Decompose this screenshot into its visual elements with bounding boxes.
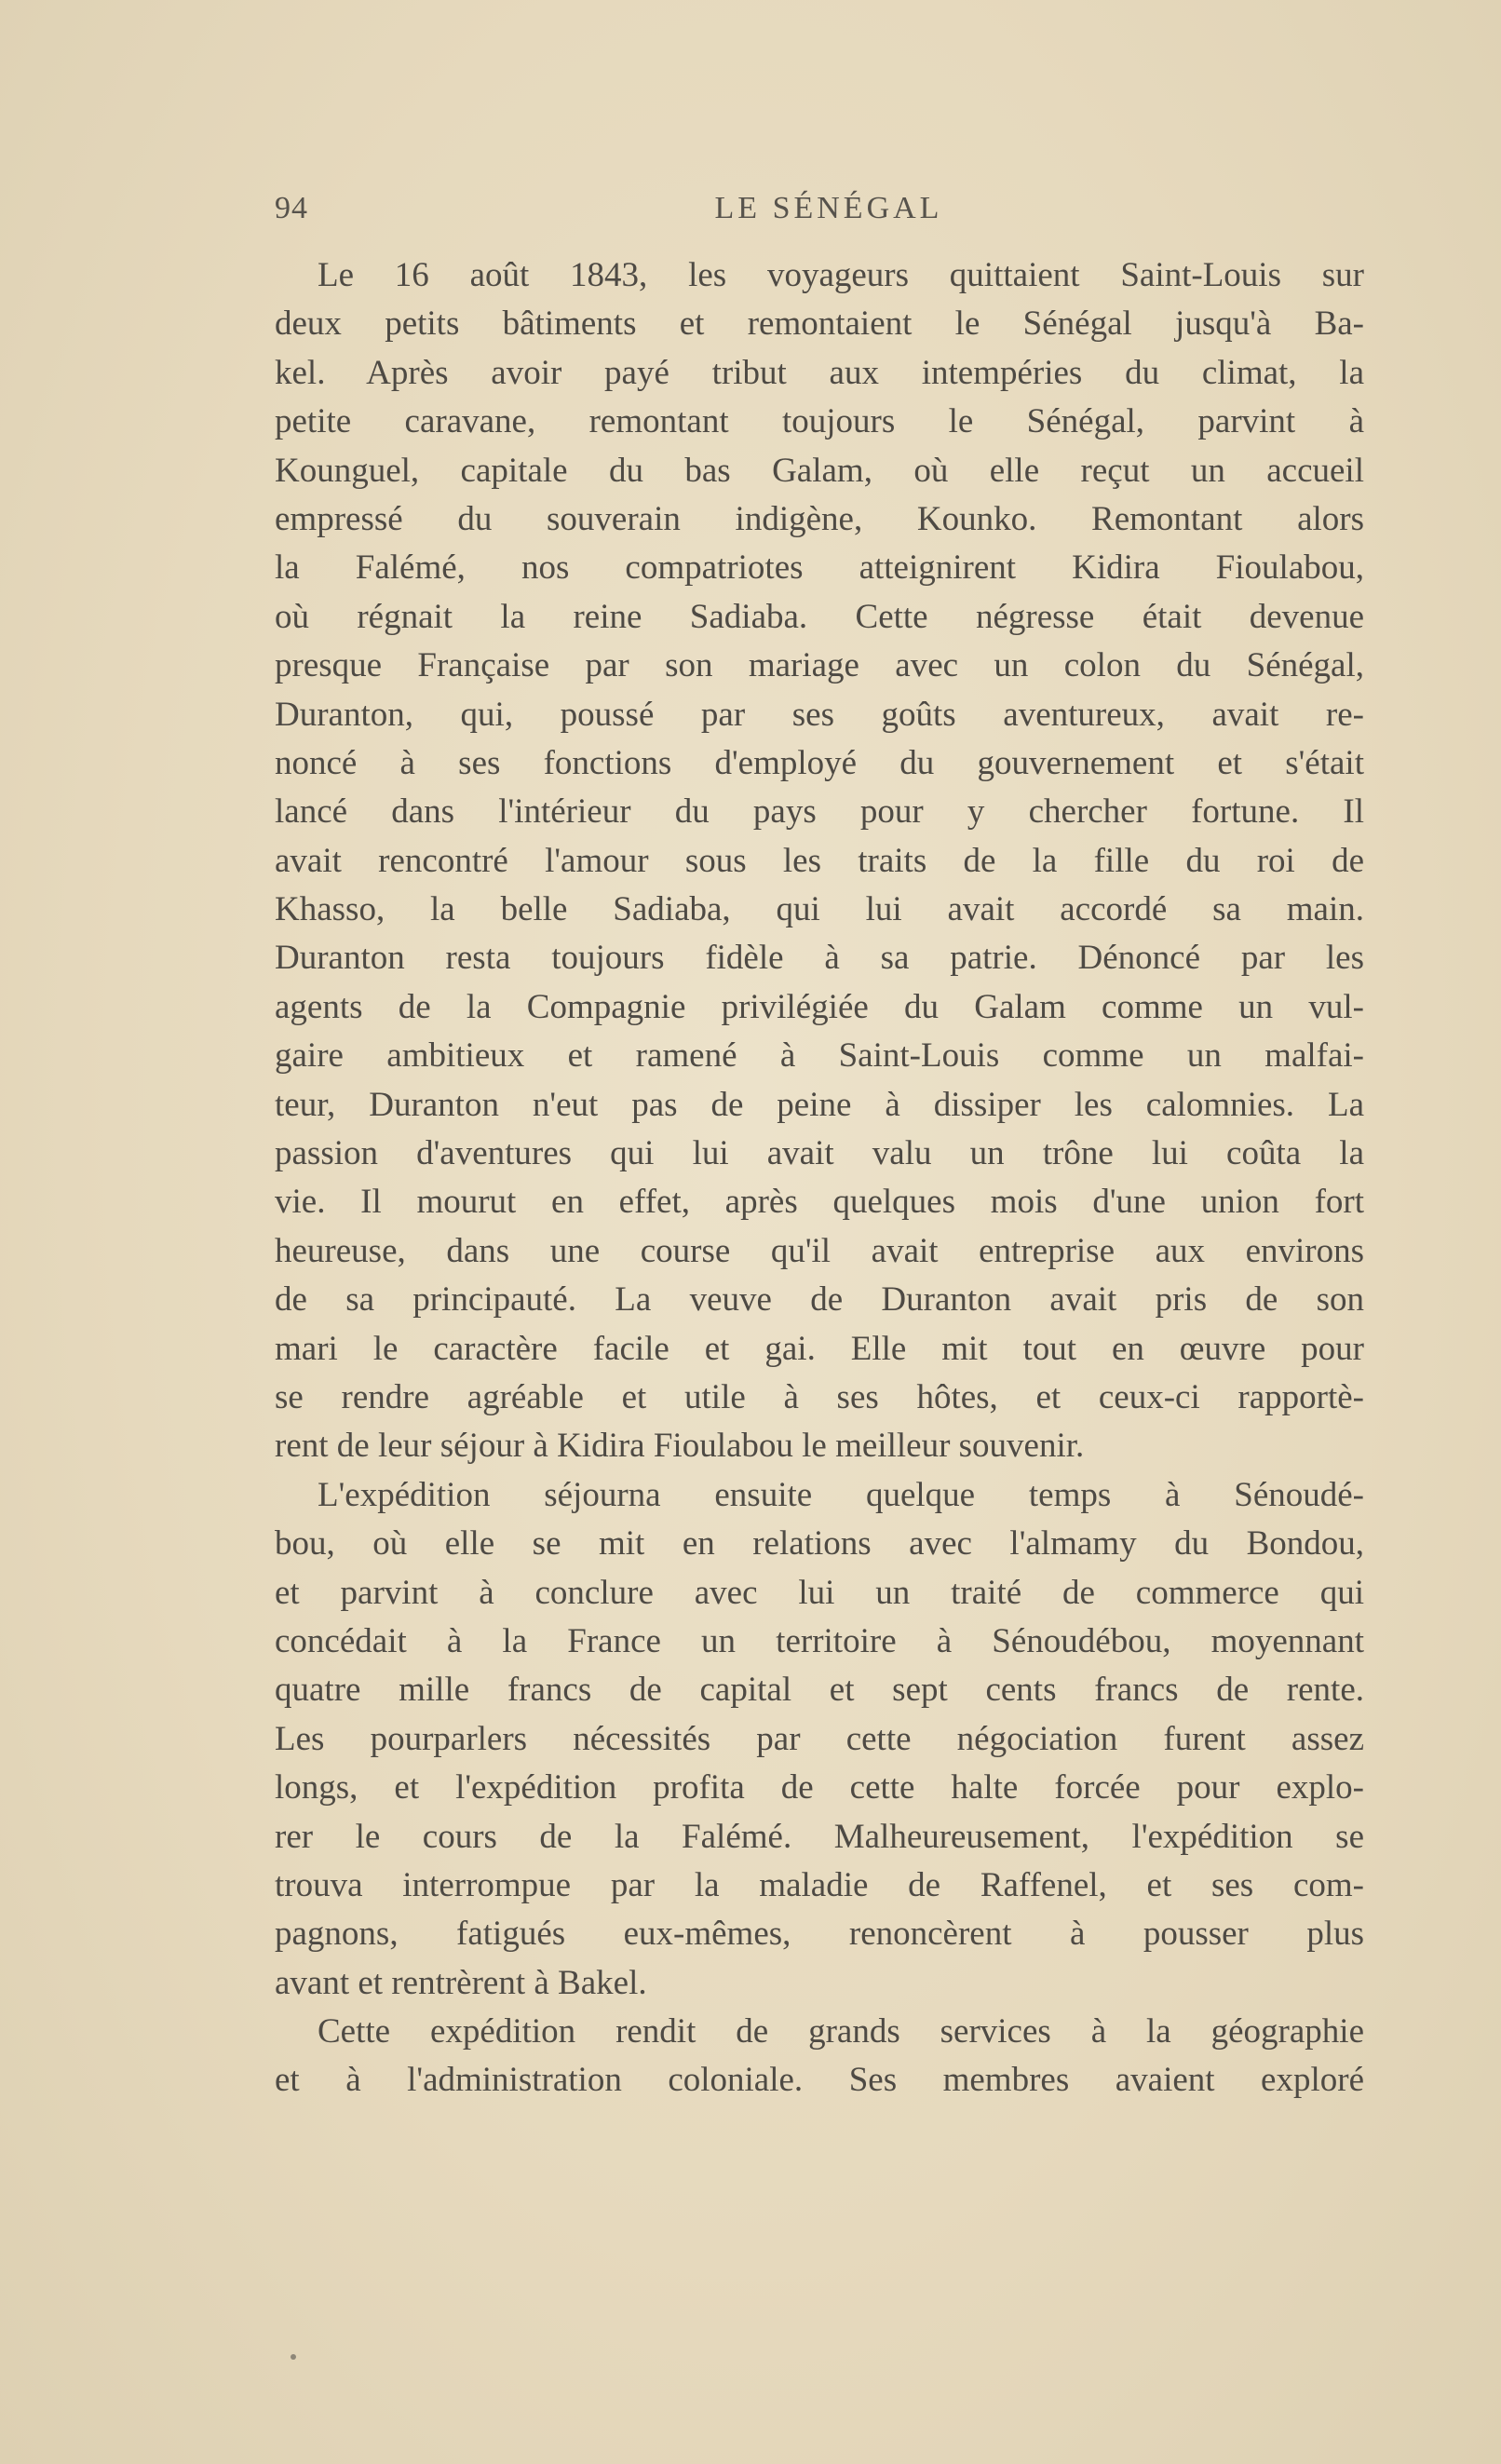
text-line: Duranton, qui, poussé par ses goûts aventureux, avait re-: [275, 695, 1364, 734]
text-line: Khasso, la belle Sadiaba, qui lui avait accordé sa main.: [275, 890, 1364, 929]
paragraph-1: [275, 251, 1364, 1471]
text-line: kel. Après avoir payé tribut aux intempéries du climat, la: [275, 353, 1364, 392]
text-line: lancé dans l'intérieur du pays pour y chercher fortune. Il: [275, 792, 1364, 832]
text-line: heureuse, dans une course qu'il avait entreprise aux environs: [275, 1231, 1364, 1270]
text-line: presque Française par son mariage avec un colon du Sénégal,: [275, 646, 1364, 685]
text-line: passion d'aventures qui lui avait valu un trône lui coûta la: [275, 1134, 1364, 1173]
paragraph-3: [275, 2008, 1364, 2105]
text-line: L'expédition séjourna ensuite quelque temps à Sénoudé-: [318, 1475, 1364, 1514]
running-head: [275, 191, 1364, 237]
text-line: avant et rentrèrent à Bakel.: [275, 1963, 647, 2002]
text-line: petite caravane, remontant toujours le Sénégal, parvint à: [275, 402, 1364, 441]
text-line: où régnait la reine Sadiaba. Cette négresse était devenue: [275, 597, 1364, 636]
text-line: deux petits bâtiments et remontaient le Sénégal jusqu'à Ba-: [275, 305, 1364, 344]
text-line: agents de la Compagnie privilégiée du Galam comme un vul-: [275, 987, 1364, 1026]
text-line: et parvint à conclure avec lui un traité de commerce qui: [275, 1573, 1364, 1612]
text-line: pagnons, fatigués eux-mêmes, renoncèrent à pousser plus: [275, 1915, 1364, 1954]
text-line: se rendre agréable et utile à ses hôtes, et ceux-ci rapportè-: [275, 1377, 1364, 1416]
text-line: rer le cours de la Falémé. Malheureusement, l'expédition se: [275, 1817, 1364, 1856]
paragraph-2: [275, 1471, 1364, 2008]
text-line: vie. Il mourut en effet, après quelques mois d'une union fort: [275, 1183, 1364, 1222]
text-line: mari le caractère facile et gai. Elle mit tout en œuvre pour: [275, 1329, 1364, 1368]
running-title: LE SÉNÉGAL: [714, 191, 943, 225]
text-line: Le 16 août 1843, les voyageurs quittaient Saint-Louis sur: [318, 256, 1364, 294]
text-line: concédait à la France un territoire à Sénoudébou, moyennant: [275, 1621, 1364, 1660]
text-line: bou, où elle se mit en relations avec l'almamy du Bondou,: [275, 1524, 1364, 1564]
text-line: la Falémé, nos compatriotes atteignirent Kidira Fioulabou,: [275, 548, 1364, 588]
body-text: [275, 251, 1364, 2105]
text-line: rent de leur séjour à Kidira Fioulabou le meilleur souvenir.: [275, 1427, 1085, 1466]
text-line: teur, Duranton n'eut pas de peine à dissiper les calomnies. La: [275, 1085, 1364, 1124]
text-line: noncé à ses fonctions d'employé du gouvernement et s'était: [275, 743, 1364, 782]
text-line: et à l'administration coloniale. Ses membres avaient exploré: [275, 2061, 1364, 2100]
ink-speck: [291, 2354, 296, 2360]
text-line: empressé du souverain indigène, Kounko. Remontant alors: [275, 499, 1364, 538]
text-line: Kounguel, capitale du bas Galam, où elle reçut un accueil: [275, 451, 1364, 490]
text-line: gaire ambitieux et ramené à Saint-Louis comme un malfai-: [275, 1036, 1364, 1076]
text-line: Cette expédition rendit de grands services à la géographie: [318, 2012, 1364, 2051]
text-line: longs, et l'expédition profita de cette halte forcée pour explo-: [275, 1768, 1364, 1807]
text-line: Les pourparlers nécessités par cette négociation furent assez: [275, 1719, 1364, 1758]
text-line: avait rencontré l'amour sous les traits de la fille du roi de: [275, 841, 1364, 880]
text-line: Duranton resta toujours fidèle à sa patrie. Dénoncé par les: [275, 939, 1364, 978]
text-line: de sa principauté. La veuve de Duranton avait pris de son: [275, 1280, 1364, 1320]
text-line: quatre mille francs de capital et sept cents francs de rente.: [275, 1671, 1364, 1710]
page-number: 94: [275, 191, 308, 225]
text-line: trouva interrompue par la maladie de Raffenel, et ses com-: [275, 1865, 1364, 1904]
